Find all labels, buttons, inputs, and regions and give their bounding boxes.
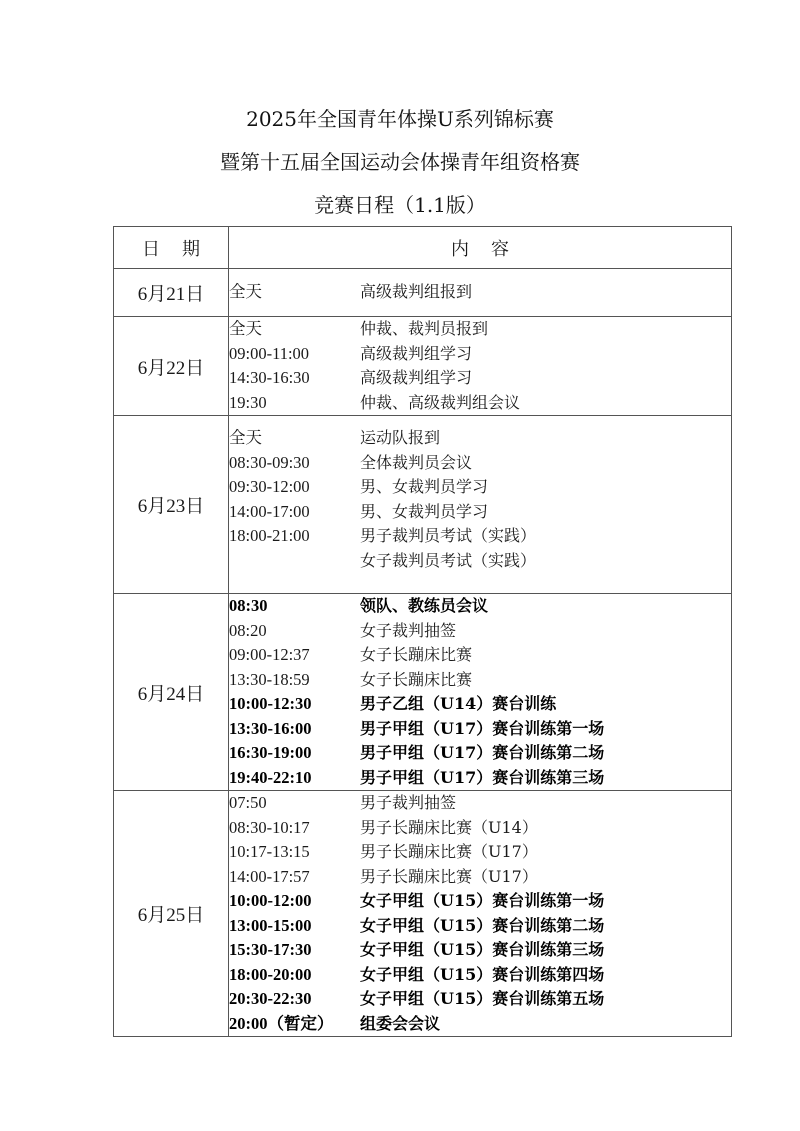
schedule-item-description: 男、女裁判员学习: [360, 477, 489, 496]
schedule-item-description: 男子甲组（U17）赛台训练第三场: [360, 767, 605, 787]
table-header-row: [114, 227, 732, 269]
schedule-item-description: 女子甲组（U15）赛台训练第一场: [360, 891, 605, 910]
schedule-item: [229, 594, 731, 619]
schedule-item-description: 女子裁判抽签: [360, 620, 457, 640]
schedule-item-time: 13:30-18:59: [229, 669, 310, 689]
header-date-char-2: 期: [182, 238, 200, 260]
schedule-item: [229, 865, 731, 890]
schedule-item: [229, 280, 731, 305]
schedule-item-time: 16:30-19:00: [229, 743, 312, 762]
row-date: 6月21日: [114, 269, 229, 317]
schedule-item: [229, 524, 731, 549]
schedule-item-description: 女子甲组（U15）赛台训练第二场: [360, 915, 605, 935]
row-content: [229, 317, 732, 416]
row-content: [229, 269, 732, 317]
schedule-item-description: 女子裁判员考试（实践）: [360, 550, 537, 570]
schedule-item-description: 男子长蹦床比赛（U17）: [360, 866, 538, 886]
row-date: 6月24日: [114, 594, 229, 791]
schedule-item-time: 19:40-22:10: [229, 767, 312, 787]
schedule-item: [229, 692, 731, 717]
row-date: 6月23日: [114, 416, 229, 594]
schedule-item-description: 女子甲组（U15）赛台训练第四场: [360, 964, 605, 984]
schedule-item-time: 13:30-16:00: [229, 718, 312, 738]
schedule-item: [229, 475, 731, 500]
schedule-item-time: 19:30: [229, 392, 267, 412]
schedule-item-description: 高级裁判组学习: [360, 343, 473, 363]
schedule-item-description: 女子长蹦床比赛: [360, 645, 473, 664]
schedule-item-time: 20:30-22:30: [229, 989, 312, 1008]
schedule-item-description: 女子甲组（U15）赛台训练第五场: [360, 989, 605, 1008]
schedule-item: [229, 987, 731, 1012]
schedule-item-time: 18:00-21:00: [229, 526, 310, 545]
schedule-item: [229, 317, 731, 342]
document-subtitle: 暨第十五届全国运动会体操青年组资格赛: [220, 150, 580, 174]
schedule-item-description: 男子裁判员考试（实践）: [360, 526, 537, 545]
schedule-item-time: 15:30-17:30: [229, 940, 312, 959]
schedule-item-description: 男子裁判抽签: [360, 793, 457, 812]
schedule-item: [229, 963, 731, 988]
schedule-item: [229, 668, 731, 693]
schedule-item-time: 14:00-17:57: [229, 866, 310, 886]
schedule-item-time: 10:00-12:30: [229, 694, 312, 713]
table-row: [114, 416, 732, 594]
schedule-item: [229, 914, 731, 939]
header-date: [114, 227, 229, 269]
schedule-item-time: 13:00-15:00: [229, 915, 312, 935]
schedule-item-description: 男子甲组（U17）赛台训练第二场: [360, 743, 605, 762]
schedule-item-time: 10:00-12:00: [229, 891, 312, 910]
schedule-item-description: 男子长蹦床比赛（U17）: [360, 842, 538, 861]
schedule-item: [229, 342, 731, 367]
schedule-item: [229, 549, 731, 574]
schedule-item-description: 全体裁判员会议: [360, 452, 473, 472]
schedule-item-time: 09:30-12:00: [229, 477, 310, 496]
schedule-item: [229, 766, 731, 791]
schedule-item-time: 08:20: [229, 620, 267, 640]
schedule-item: [229, 816, 731, 841]
schedule-item-time: 09:00-12:37: [229, 645, 310, 664]
header-date-char-1: 日: [142, 238, 160, 260]
schedule-item: [229, 889, 731, 914]
schedule-item-time: 08:30-10:17: [229, 817, 310, 837]
header-content-char-2: 容: [491, 238, 509, 260]
table-row: [114, 791, 732, 1037]
schedule-item-time: 全天: [229, 428, 262, 447]
document-version-title: 竞赛日程（1.1版）: [314, 193, 486, 217]
schedule-item: [229, 717, 731, 742]
schedule-item-description: 男子乙组（U14）赛台训练: [360, 694, 557, 713]
schedule-item-description: 仲裁、裁判员报到: [360, 319, 489, 338]
row-content: [229, 594, 732, 791]
schedule-table: [113, 226, 732, 1037]
schedule-item: [229, 391, 731, 416]
schedule-item: [229, 619, 731, 644]
schedule-item-time: 08:30-09:30: [229, 452, 310, 472]
row-content: [229, 416, 732, 594]
row-date: 6月25日: [114, 791, 229, 1037]
schedule-item-time: 10:17-13:15: [229, 842, 310, 861]
schedule-item-time: [229, 549, 360, 574]
schedule-item-time: 14:30-16:30: [229, 368, 310, 387]
schedule-item: [229, 741, 731, 766]
schedule-item: [229, 840, 731, 865]
table-row: [114, 317, 732, 416]
row-date: 6月22日: [114, 317, 229, 416]
schedule-item-description: 仲裁、高级裁判组会议: [360, 392, 521, 412]
schedule-item-description: 领队、教练员会议: [360, 596, 489, 615]
schedule-item-description: 女子长蹦床比赛: [360, 669, 473, 689]
row-content: [229, 791, 732, 1037]
schedule-item: [229, 791, 731, 816]
schedule-item-description: 运动队报到: [360, 428, 441, 447]
table-row: [114, 594, 732, 791]
schedule-item-description: 男子甲组（U17）赛台训练第一场: [360, 718, 605, 738]
schedule-item-time: 全天: [229, 282, 262, 302]
schedule-item-time: 全天: [229, 319, 262, 338]
document-title: 2025年全国青年体操U系列锦标赛: [246, 107, 554, 131]
schedule-item: [229, 426, 731, 451]
schedule-item-description: 女子甲组（U15）赛台训练第三场: [360, 940, 605, 959]
schedule-item-time: 18:00-20:00: [229, 964, 312, 984]
schedule-item-description: 男、女裁判员学习: [360, 501, 489, 521]
schedule-item-description: 高级裁判组报到: [360, 282, 473, 302]
schedule-item: [229, 500, 731, 525]
schedule-item-time: 14:00-17:00: [229, 501, 310, 521]
schedule-item-description: 高级裁判组学习: [360, 368, 473, 387]
schedule-item-time: 08:30: [229, 596, 268, 615]
schedule-item: [229, 366, 731, 391]
header-content: [229, 227, 732, 269]
schedule-item-time: 09:00-11:00: [229, 343, 310, 363]
schedule-item-description: 男子长蹦床比赛（U14）: [360, 817, 538, 837]
schedule-item: [229, 451, 731, 476]
schedule-item-time: 20:00（暂定）: [229, 1013, 334, 1033]
schedule-item: [229, 643, 731, 668]
schedule-item-time: 07:50: [229, 793, 267, 812]
schedule-item: [229, 938, 731, 963]
table-row: [114, 269, 732, 317]
schedule-item-description: 组委会会议: [360, 1013, 441, 1033]
header-content-char-1: 内: [451, 238, 469, 260]
schedule-item: [229, 1012, 731, 1037]
